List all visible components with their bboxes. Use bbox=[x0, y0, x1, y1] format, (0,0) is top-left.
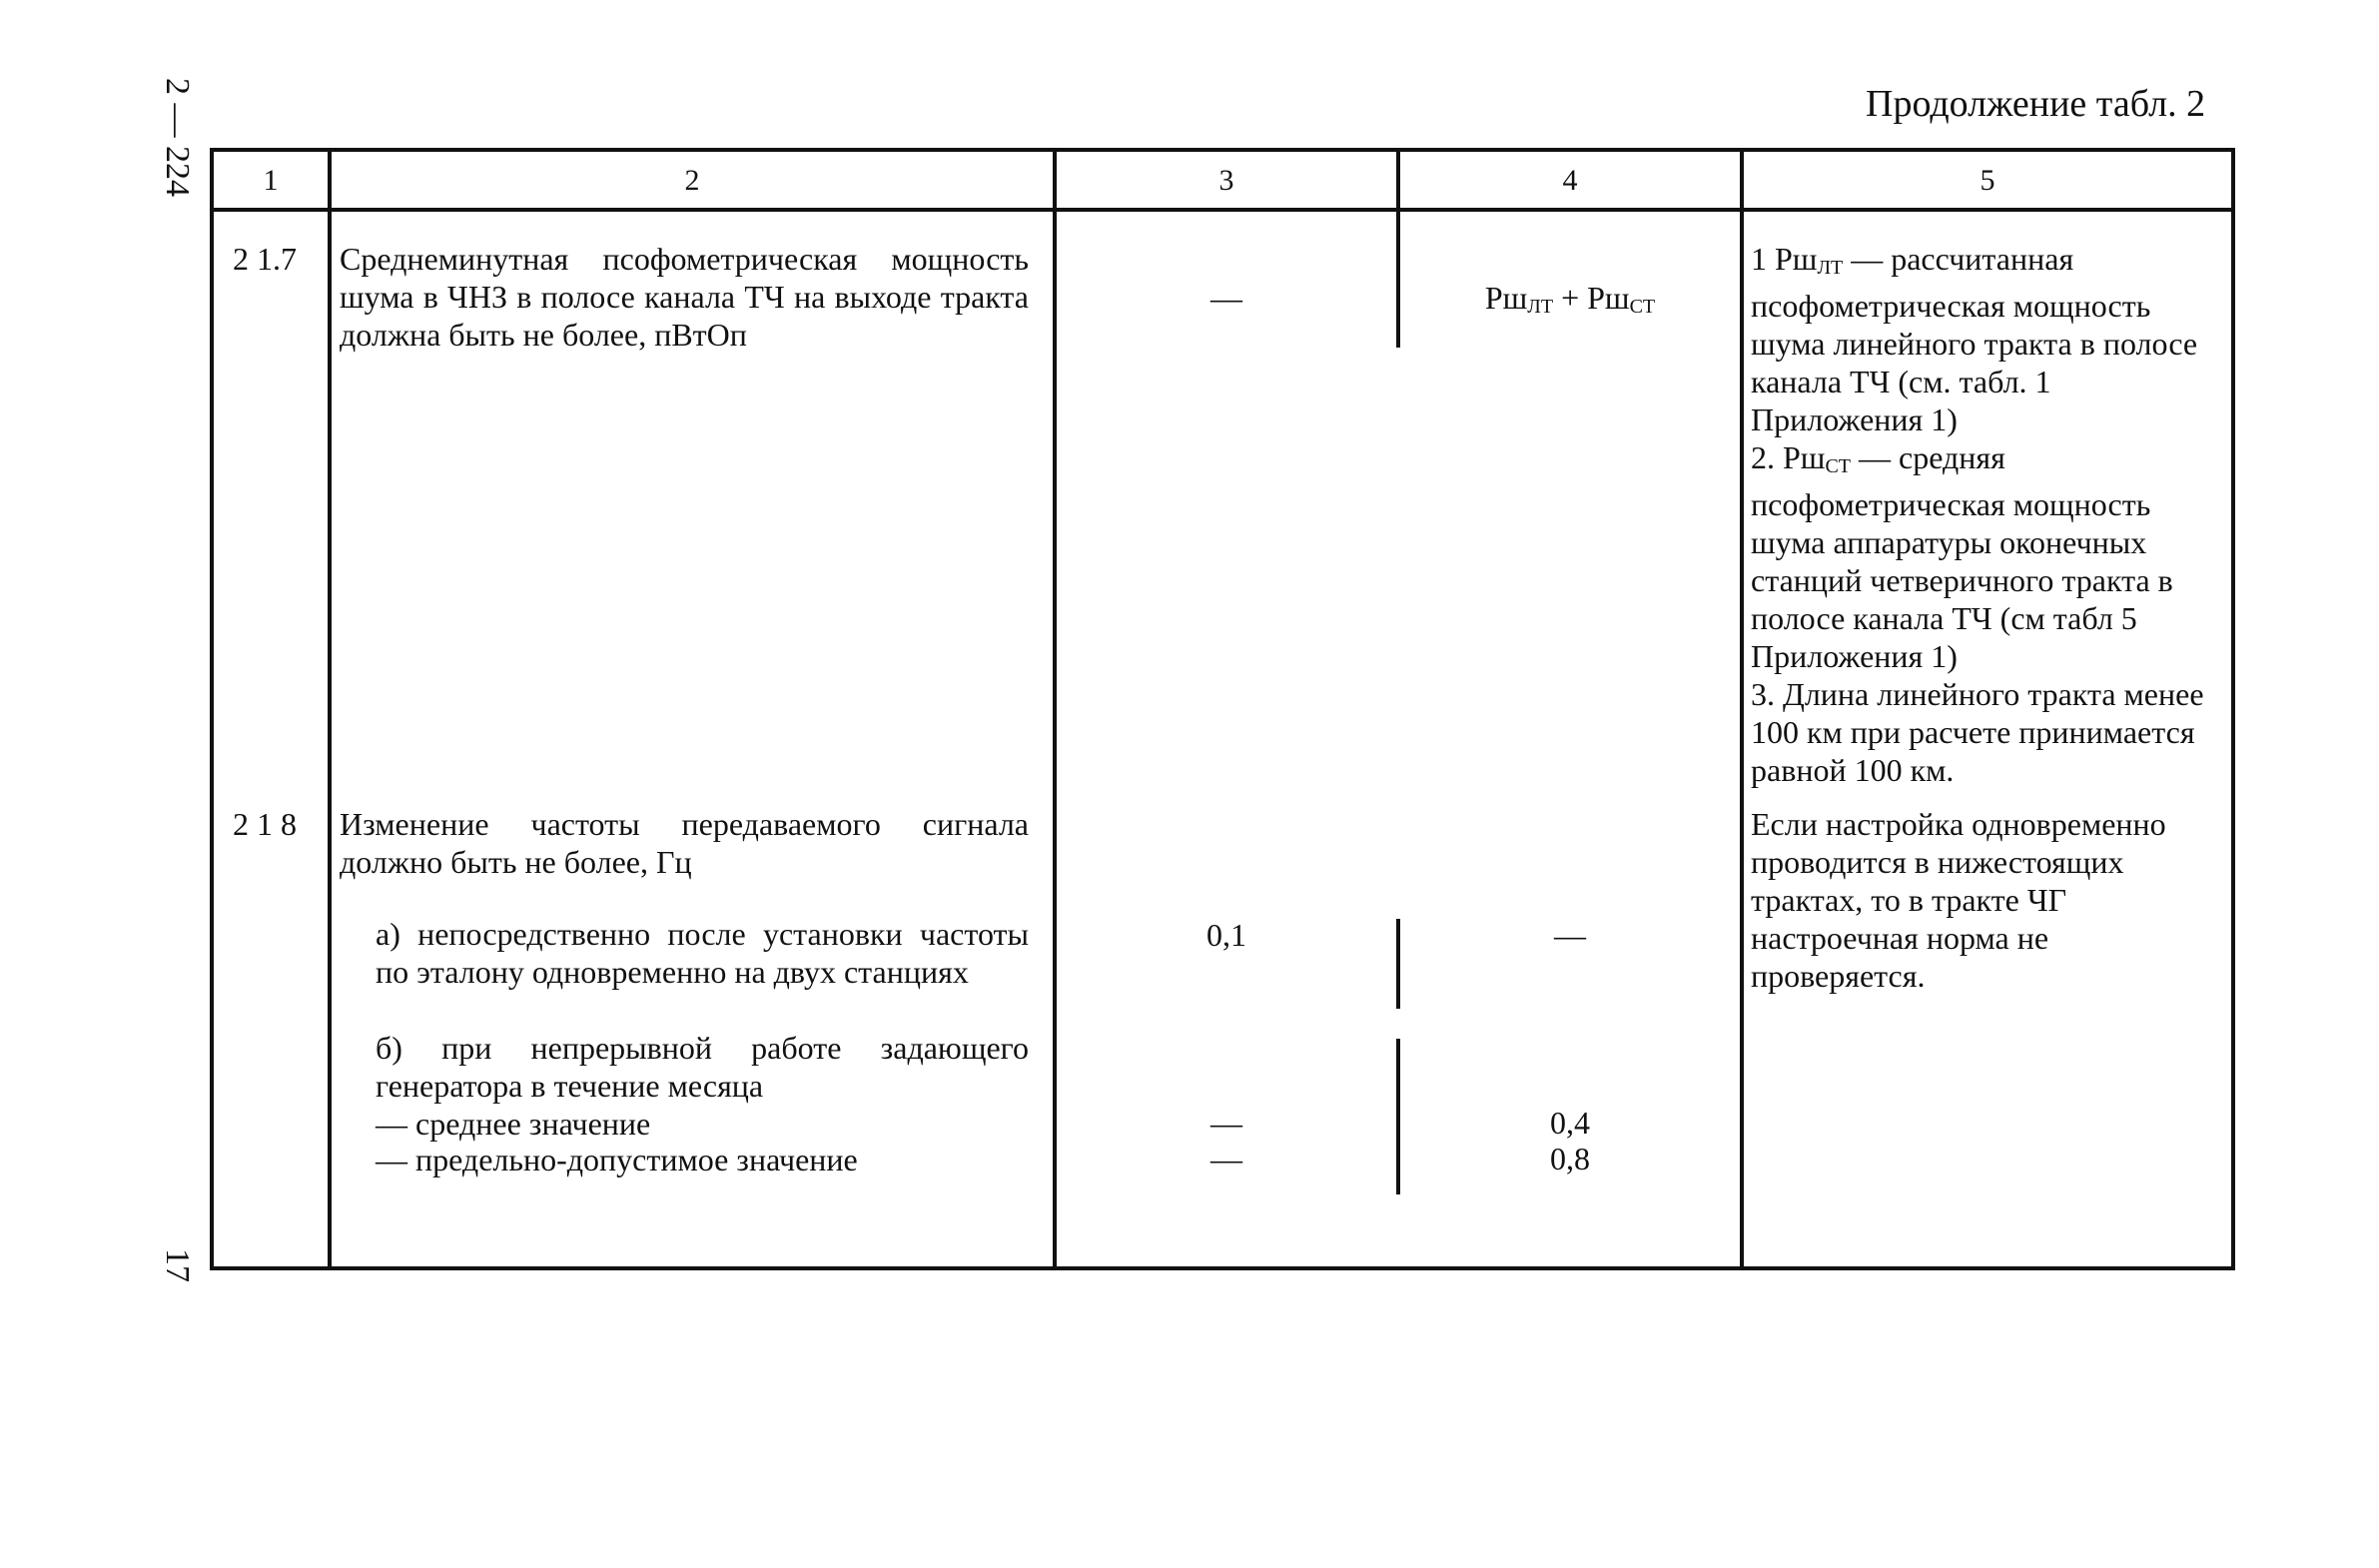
row-2-1-8-item-a-col3: 0,1 bbox=[1206, 917, 1246, 953]
page-number-bottom: 17 bbox=[159, 1248, 196, 1282]
row-2-1-8-item-a-col4: — bbox=[1554, 917, 1586, 953]
row-2-1-8-item-b1-col4: 0,4 bbox=[1550, 1105, 1590, 1141]
row-2-1-7-description: Среднеминутная псофометрическая мощность шума в ЧНЗ в полосе канала ТЧ на выходе тракта должна быть не более, пВтОп bbox=[340, 241, 1029, 353]
table-left-border bbox=[210, 148, 214, 1270]
row-2-1-7-notes bbox=[1751, 240, 2205, 789]
row-2-1-7-col4: $Pш_{ЛТ} + Pш_{СТ}$ bbox=[1484, 280, 1656, 318]
header-col-1: 1 bbox=[263, 164, 279, 197]
table-continuation-label: Продолжение табл. 2 bbox=[1866, 83, 2206, 125]
column-divider-1 bbox=[328, 148, 332, 1270]
row-2-1-8-note: Если настройка одновременно проводится в нижестоящих трактах, то в тракте ЧГ настроечная норма не проверяется. bbox=[1751, 806, 2166, 994]
header-col-3: 3 bbox=[1218, 164, 1234, 197]
row-number-2-1-8: 2 1 8 bbox=[233, 806, 297, 842]
header-col-2: 2 bbox=[684, 164, 700, 197]
table-header-border bbox=[210, 208, 2235, 212]
row-2-1-8-item-b: б) при непрерывной работе задающего генератора в течение месяца bbox=[376, 1030, 1029, 1104]
page-number-top: 2 — 224 bbox=[159, 78, 196, 197]
note-3: 3. Длина линейного тракта менее 100 км при расчете принимается равной 100 км. bbox=[1751, 676, 2204, 788]
table-top-border bbox=[210, 148, 2235, 152]
table-bottom-border bbox=[210, 1266, 2235, 1270]
header-col-4: 4 bbox=[1562, 164, 1578, 197]
header-col-5: 5 bbox=[1980, 164, 1995, 197]
row-2-1-8-item-b2-col4: 0,8 bbox=[1550, 1141, 1590, 1176]
row-2-1-8-item-b1-col3: — bbox=[1210, 1105, 1242, 1141]
row-2-1-8-item-a: а) непосредственно после установки частоты по эталону одновременно на двух станциях bbox=[376, 916, 1029, 990]
row-number-2-1-7: 2 1.7 bbox=[233, 241, 297, 277]
column-divider-4 bbox=[1740, 148, 1744, 1270]
note-1: 1 $Pш_{ЛТ}$ — рассчитанная псофометрическая мощность шума линейного тракта в полосе канала ТЧ (см. табл. 1 Приложения 1) bbox=[1751, 241, 2198, 437]
note-2: 2. $Pш_{СТ}$ — средняя псофометрическая мощность шума аппаратуры оконечных станций четверичного тракта в полосе канала ТЧ (см табл 5 Приложения 1) bbox=[1751, 439, 2173, 674]
table-right-border bbox=[2231, 148, 2235, 1270]
row-2-1-8-description: Изменение частоты передаваемого сигнала должно быть не более, Гц bbox=[340, 806, 1029, 880]
row-2-1-7-col3: — bbox=[1210, 280, 1242, 316]
row-2-1-8-item-b2: — предельно-допустимое значение bbox=[376, 1142, 858, 1177]
row-2-1-8-item-b1: — среднее значение bbox=[376, 1106, 651, 1142]
row-2-1-8-item-b2-col3: — bbox=[1210, 1141, 1242, 1176]
